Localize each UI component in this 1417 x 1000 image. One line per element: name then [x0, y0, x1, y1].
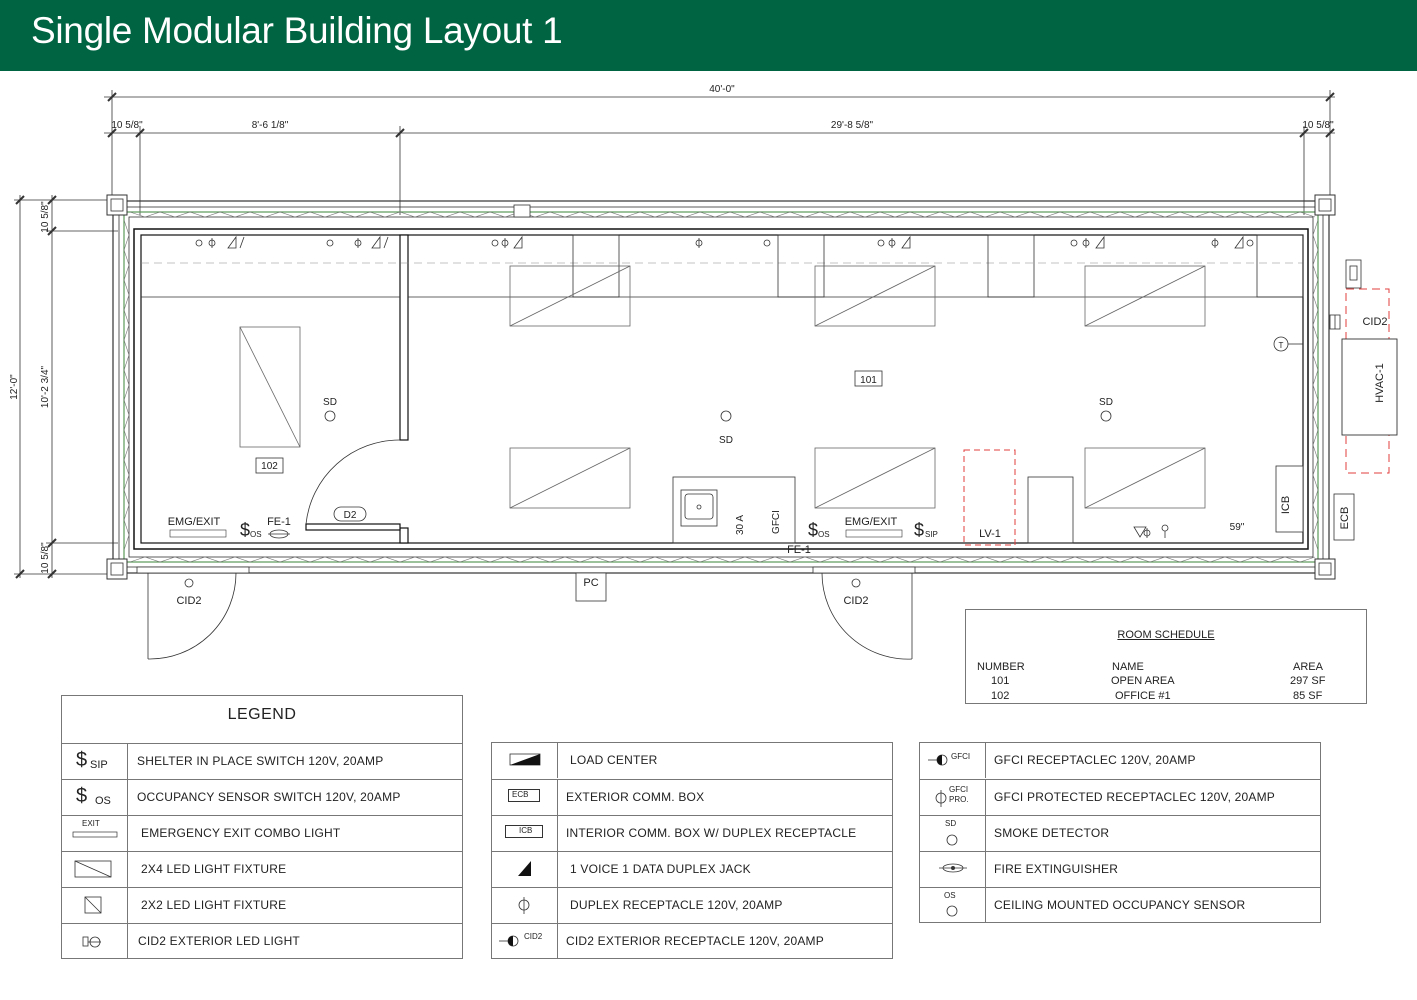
dim-left-edge: 10 5/8"	[111, 120, 143, 131]
fire-extinguisher-icon	[920, 852, 986, 887]
dim-height-inner: 10'-2 3/4"	[40, 365, 51, 409]
rs-row-1-name: OPEN AREA	[1111, 675, 1175, 687]
legend-text: 2X2 LED LIGHT FIXTURE	[141, 898, 287, 912]
legend-text: OCCUPANCY SENSOR SWITCH 120V, 20AMP	[137, 790, 401, 804]
dim-height-bottom: 10 5/8"	[40, 542, 51, 574]
led-2x4-icon	[62, 852, 128, 887]
legend-row	[492, 743, 892, 778]
duplex-receptacle-icon	[492, 888, 558, 923]
legend-row	[920, 743, 1320, 778]
lv1-label: LV-1	[979, 528, 1001, 540]
thermostat-label: T	[1278, 341, 1284, 350]
legend-text: SMOKE DETECTOR	[994, 826, 1110, 840]
legend-text: LOAD CENTER	[570, 753, 658, 767]
cabinet	[1028, 477, 1073, 543]
legend-table-2	[491, 742, 893, 959]
exit-light-icon: EXIT	[62, 816, 128, 851]
sip-switch-icon: $ SIP	[62, 744, 128, 779]
legend-table-3	[919, 742, 1321, 923]
icb-label: ICB	[1280, 495, 1292, 515]
room-schedule-title: ROOM SCHEDULE	[1117, 629, 1215, 641]
legend-row	[62, 887, 462, 923]
os-switch-left-sub: OS	[250, 530, 262, 539]
legend-row	[62, 815, 462, 851]
room-schedule	[965, 609, 1367, 704]
legend-text: CID2 EXTERIOR LED LIGHT	[138, 934, 300, 948]
load-center-icon	[492, 743, 558, 778]
os-switch-mid: $	[808, 520, 819, 540]
fe-left-label: FE-1	[267, 516, 291, 528]
sd-office-label: SD	[323, 397, 337, 408]
wall-devices	[196, 237, 1253, 248]
legend-text: 1 VOICE 1 DATA DUPLEX JACK	[570, 862, 751, 876]
smoke-detector-right	[1101, 411, 1111, 421]
rs-row-2-name: OFFICE #1	[1115, 690, 1171, 702]
occupancy-sensor-icon: OS	[920, 888, 986, 923]
emg-exit-left-label: EMG/EXIT	[167, 516, 221, 528]
hvac-unit	[1342, 339, 1397, 435]
legend-row	[920, 779, 1320, 815]
legend-row	[492, 779, 892, 815]
rs-row-1-area: 297 SF	[1290, 675, 1326, 687]
gfci-protected-icon: GFCI PRO.	[920, 780, 986, 815]
dim-office-width: 8'-6 1/8"	[251, 120, 289, 131]
dimension-lines	[14, 90, 1335, 578]
led-fixtures	[240, 266, 1205, 508]
smoke-detector-office	[325, 411, 335, 421]
legend-table-1	[61, 695, 463, 959]
fe-mid-label: FE-1	[787, 544, 811, 556]
rs-header-number: NUMBER	[977, 661, 1025, 673]
cid2-light-icon	[62, 924, 128, 959]
smoke-detector-icon: SD	[920, 816, 986, 851]
rs-row-1-number: 101	[991, 675, 1010, 687]
legend-text: INTERIOR COMM. BOX W/ DUPLEX RECEPTACLE	[566, 826, 857, 840]
room-tag-101: 101	[860, 375, 877, 386]
legend-row	[62, 743, 462, 779]
legend-row	[62, 923, 462, 959]
rs-row-2-area: 85 SF	[1293, 690, 1323, 702]
cid2-receptacle-icon: CID2	[492, 924, 558, 959]
legend-text: FIRE EXTINGUISHER	[994, 862, 1119, 876]
door-tag: D2	[343, 510, 357, 521]
amp-label: 30 A	[735, 514, 746, 536]
legend-text: GFCI PROTECTED RECEPTACLEC 120V, 20AMP	[994, 790, 1276, 804]
legend-title: LEGEND	[227, 706, 297, 723]
legend-row	[492, 887, 892, 923]
icb-icon: ICB	[492, 816, 558, 851]
bottom-right-devices	[1134, 525, 1168, 538]
gfci-label: GFCI	[771, 510, 782, 534]
dim-height-overall: 12'-0"	[9, 374, 20, 400]
gfci-receptacle-icon: GFCI	[920, 743, 986, 778]
legend-text: SHELTER IN PLACE SWITCH 120V, 20AMP	[137, 754, 384, 768]
rs-row-2-number: 102	[991, 690, 1010, 702]
room-tag-102: 102	[261, 461, 278, 472]
fire-extinguisher-left-icon	[268, 530, 290, 538]
led-2x2-icon	[62, 888, 128, 923]
voice-data-jack-icon	[492, 852, 558, 887]
sd-mid-label: SD	[719, 435, 733, 446]
hvac-label: HVAC-1	[1374, 363, 1386, 403]
legend-row	[920, 851, 1320, 887]
legend-text: DUPLEX RECEPTACLE 120V, 20AMP	[570, 898, 783, 912]
ecb-label: ECB	[1339, 506, 1351, 530]
building-shell	[107, 195, 1335, 579]
legend-text: GFCI RECEPTACLEC 120V, 20AMP	[994, 753, 1196, 767]
sip-switch-sub: SIP	[925, 530, 938, 539]
os-switch-left: $	[240, 520, 251, 540]
legend-text: CEILING MOUNTED OCCUPANCY SENSOR	[994, 898, 1246, 912]
legend-text: EMERGENCY EXIT COMBO LIGHT	[141, 826, 341, 840]
exterior-doors	[137, 567, 915, 659]
legend-row	[62, 851, 462, 887]
legend-text: 2X4 LED LIGHT FIXTURE	[141, 862, 287, 876]
pc-label: PC	[583, 577, 599, 589]
legend-row	[492, 923, 892, 959]
legend-row	[492, 851, 892, 887]
legend-row	[492, 815, 892, 851]
dim-59-label: 59"	[1229, 522, 1245, 533]
rs-header-name: NAME	[1112, 661, 1144, 673]
cid2-mid-label: CID2	[843, 595, 869, 607]
cid2-light-left-icon	[185, 579, 193, 587]
page-title: Single Modular Building Layout 1	[31, 10, 563, 51]
emg-exit-mid-fixture	[846, 530, 902, 537]
emg-exit-mid-label: EMG/EXIT	[844, 516, 898, 528]
smoke-detector-mid	[721, 411, 731, 421]
legend-text: CID2 EXTERIOR RECEPTACLE 120V, 20AMP	[566, 934, 824, 948]
dim-open-width: 29'-8 5/8"	[830, 120, 874, 131]
legend-row	[62, 779, 462, 815]
rs-header-area: AREA	[1293, 661, 1323, 673]
cid2-light-mid-icon	[852, 579, 860, 587]
cid2-left-label: CID2	[176, 595, 202, 607]
sip-switch: $	[914, 520, 925, 540]
os-switch-icon: $ OS	[62, 780, 128, 815]
os-switch-mid-sub: OS	[818, 530, 830, 539]
legend-row	[920, 887, 1320, 923]
sd-right-label: SD	[1099, 397, 1113, 408]
legend-text: EXTERIOR COMM. BOX	[566, 790, 705, 804]
dim-right-edge: 10 5/8"	[1302, 120, 1334, 131]
dim-height-top: 10 5/8"	[40, 201, 51, 233]
ecb-icon: ECB	[492, 780, 558, 815]
legend-row	[920, 815, 1320, 851]
emg-exit-left-fixture	[170, 530, 226, 537]
cid2-right-label: CID2	[1362, 316, 1388, 328]
dim-overall: 40'-0"	[709, 84, 735, 95]
